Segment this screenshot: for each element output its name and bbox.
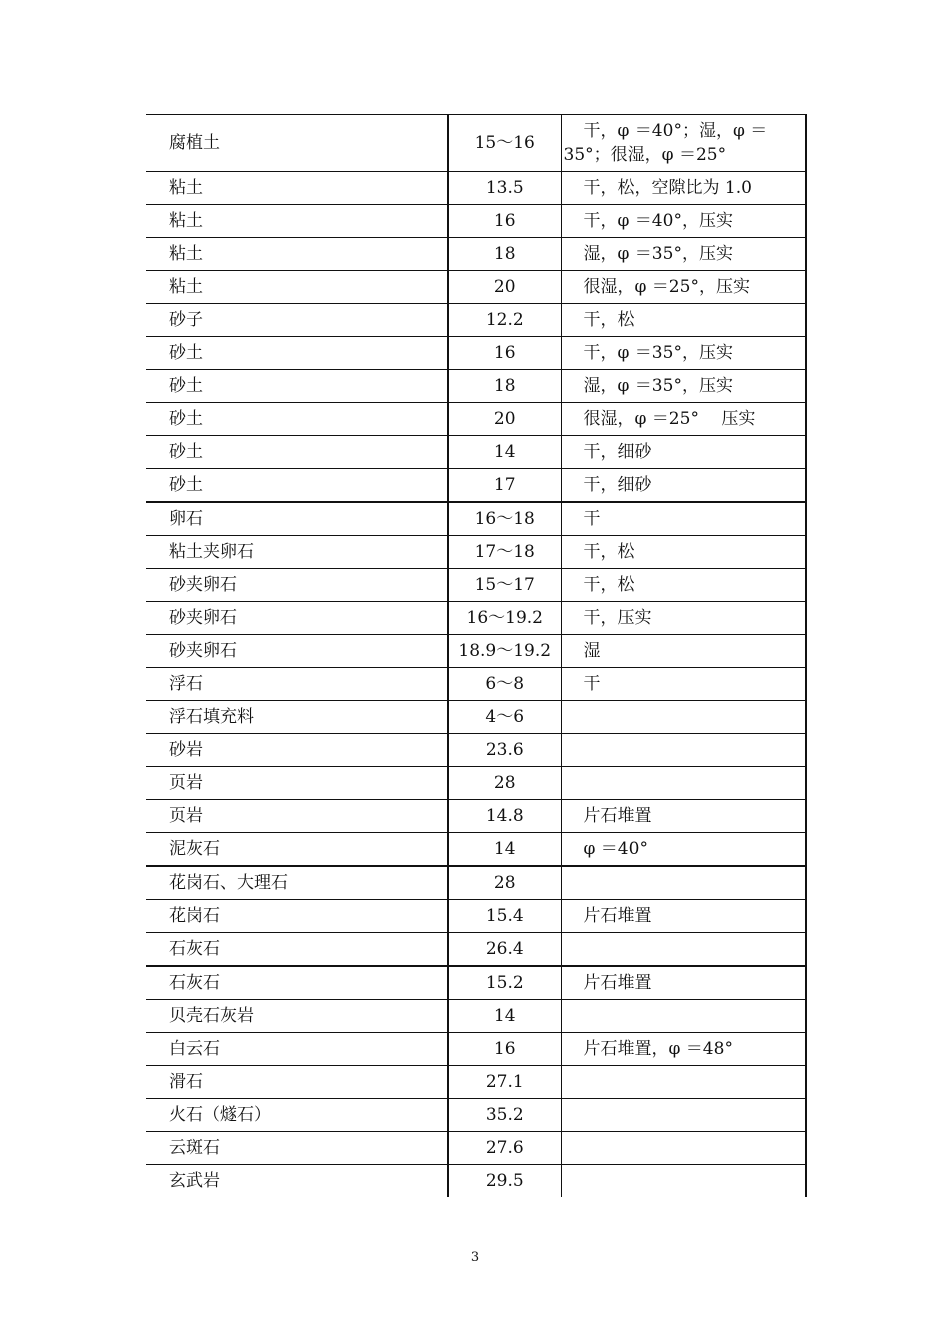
remark-cell: 湿 [561, 635, 806, 668]
table-row [146, 115, 806, 172]
material-name-cell: 砂土 [146, 436, 448, 469]
remark-cell [561, 1099, 806, 1132]
remark-cell: 干，压实 [561, 602, 806, 635]
unit-weight-cell: 18 [448, 370, 561, 403]
table-row [146, 602, 806, 635]
unit-weight-cell: 14.8 [448, 800, 561, 833]
table-row [146, 1132, 806, 1165]
unit-weight-cell: 15.4 [448, 900, 561, 933]
unit-weight-cell: 15.2 [448, 966, 561, 1000]
table-row [146, 1033, 806, 1066]
table-row [146, 1000, 806, 1033]
material-name-cell: 滑石 [146, 1066, 448, 1099]
unit-weight-cell: 23.6 [448, 734, 561, 767]
remark-cell: 片石堆置，φ ＝48° [561, 1033, 806, 1066]
remark-cell [561, 1066, 806, 1099]
unit-weight-cell: 18 [448, 238, 561, 271]
material-name-cell: 浮石 [146, 668, 448, 701]
unit-weight-cell: 26.4 [448, 933, 561, 967]
unit-weight-cell: 14 [448, 436, 561, 469]
material-name-cell: 砂夹卵石 [146, 569, 448, 602]
table-row [146, 304, 806, 337]
material-name-cell: 石灰石 [146, 966, 448, 1000]
table-row [146, 205, 806, 238]
material-name-cell: 石灰石 [146, 933, 448, 967]
unit-weight-cell: 35.2 [448, 1099, 561, 1132]
material-name-cell: 粘土 [146, 238, 448, 271]
remark-cell: 干 [561, 668, 806, 701]
material-name-cell: 白云石 [146, 1033, 448, 1066]
material-name-cell: 砂土 [146, 370, 448, 403]
table-row [146, 668, 806, 701]
table-row [146, 933, 806, 967]
table-row [146, 734, 806, 767]
unit-weight-cell: 16～18 [448, 502, 561, 536]
unit-weight-cell: 28 [448, 767, 561, 800]
table-row [146, 1165, 806, 1198]
table-row [146, 337, 806, 370]
remark-cell: 干，松 [561, 304, 806, 337]
remark-cell [561, 933, 806, 967]
remark-cell: 干，φ ＝40°；湿，φ ＝35°；很湿，φ ＝25° [561, 115, 806, 172]
material-name-cell: 砂夹卵石 [146, 635, 448, 668]
remark-cell: 干，松，空隙比为 1.0 [561, 172, 806, 205]
unit-weight-cell: 16 [448, 337, 561, 370]
material-name-cell: 粘土 [146, 271, 448, 304]
table-row [146, 1066, 806, 1099]
unit-weight-cell: 6～8 [448, 668, 561, 701]
remark-cell: 湿，φ ＝35°，压实 [561, 370, 806, 403]
table-row [146, 833, 806, 867]
remark-cell: 片石堆置 [561, 800, 806, 833]
unit-weight-cell: 18.9～19.2 [448, 635, 561, 668]
table-row [146, 469, 806, 503]
material-name-cell: 砂土 [146, 469, 448, 503]
material-name-cell: 火石（燧石） [146, 1099, 448, 1132]
remark-cell: 干，φ ＝35°，压实 [561, 337, 806, 370]
table-body [146, 115, 806, 1198]
table-row [146, 172, 806, 205]
material-name-cell: 浮石填充料 [146, 701, 448, 734]
remark-cell [561, 1000, 806, 1033]
unit-weight-cell: 16 [448, 205, 561, 238]
remark-cell: 干，细砂 [561, 469, 806, 503]
remark-cell [561, 701, 806, 734]
material-name-cell: 页岩 [146, 767, 448, 800]
remark-cell [561, 767, 806, 800]
remark-cell: 干，松 [561, 536, 806, 569]
unit-weight-cell: 20 [448, 271, 561, 304]
material-name-cell: 砂土 [146, 337, 448, 370]
material-name-cell: 腐植土 [146, 115, 448, 172]
table-row [146, 1099, 806, 1132]
remark-cell: φ ＝40° [561, 833, 806, 867]
table-row [146, 403, 806, 436]
remark-cell: 很湿，φ ＝25°，压实 [561, 271, 806, 304]
remark-cell: 片石堆置 [561, 900, 806, 933]
table-row [146, 900, 806, 933]
unit-weight-cell: 27.1 [448, 1066, 561, 1099]
remark-cell [561, 734, 806, 767]
table-row [146, 502, 806, 536]
material-name-cell: 粘土 [146, 205, 448, 238]
table-row [146, 800, 806, 833]
unit-weight-cell: 16 [448, 1033, 561, 1066]
material-name-cell: 砂子 [146, 304, 448, 337]
unit-weight-cell: 17～18 [448, 536, 561, 569]
remark-cell [561, 1132, 806, 1165]
unit-weight-cell: 16～19.2 [448, 602, 561, 635]
page-number: 3 [470, 1250, 480, 1265]
remark-cell: 片石堆置 [561, 966, 806, 1000]
remark-cell [561, 866, 806, 900]
material-name-cell: 花岗石、大理石 [146, 866, 448, 900]
material-name-cell: 泥灰石 [146, 833, 448, 867]
table-row [146, 635, 806, 668]
material-name-cell: 玄武岩 [146, 1165, 448, 1198]
remark-cell: 很湿，φ ＝25° 压实 [561, 403, 806, 436]
unit-weight-cell: 14 [448, 1000, 561, 1033]
table-row [146, 370, 806, 403]
unit-weight-cell: 29.5 [448, 1165, 561, 1198]
unit-weight-cell: 4～6 [448, 701, 561, 734]
material-name-cell: 云斑石 [146, 1132, 448, 1165]
table-row [146, 238, 806, 271]
table-row [146, 436, 806, 469]
unit-weight-cell: 28 [448, 866, 561, 900]
unit-weight-cell: 20 [448, 403, 561, 436]
material-weight-table [146, 114, 807, 1197]
material-name-cell: 砂土 [146, 403, 448, 436]
material-name-cell: 粘土 [146, 172, 448, 205]
unit-weight-cell: 15～16 [448, 115, 561, 172]
material-name-cell: 粘土夹卵石 [146, 536, 448, 569]
unit-weight-cell: 12.2 [448, 304, 561, 337]
material-name-cell: 卵石 [146, 502, 448, 536]
unit-weight-cell: 13.5 [448, 172, 561, 205]
remark-cell: 干，φ ＝40°，压实 [561, 205, 806, 238]
table-row [146, 701, 806, 734]
material-name-cell: 贝壳石灰岩 [146, 1000, 448, 1033]
unit-weight-cell: 15～17 [448, 569, 561, 602]
remark-cell: 干 [561, 502, 806, 536]
unit-weight-cell: 14 [448, 833, 561, 867]
table-row [146, 966, 806, 1000]
material-name-cell: 砂夹卵石 [146, 602, 448, 635]
unit-weight-cell: 27.6 [448, 1132, 561, 1165]
table-row [146, 767, 806, 800]
unit-weight-cell: 17 [448, 469, 561, 503]
remark-cell [561, 1165, 806, 1198]
table-row [146, 271, 806, 304]
material-name-cell: 页岩 [146, 800, 448, 833]
remark-cell: 干，松 [561, 569, 806, 602]
material-name-cell: 砂岩 [146, 734, 448, 767]
remark-cell: 干，细砂 [561, 436, 806, 469]
material-name-cell: 花岗石 [146, 900, 448, 933]
table-row [146, 866, 806, 900]
remark-cell: 湿，φ ＝35°，压实 [561, 238, 806, 271]
table-row [146, 536, 806, 569]
table-row [146, 569, 806, 602]
